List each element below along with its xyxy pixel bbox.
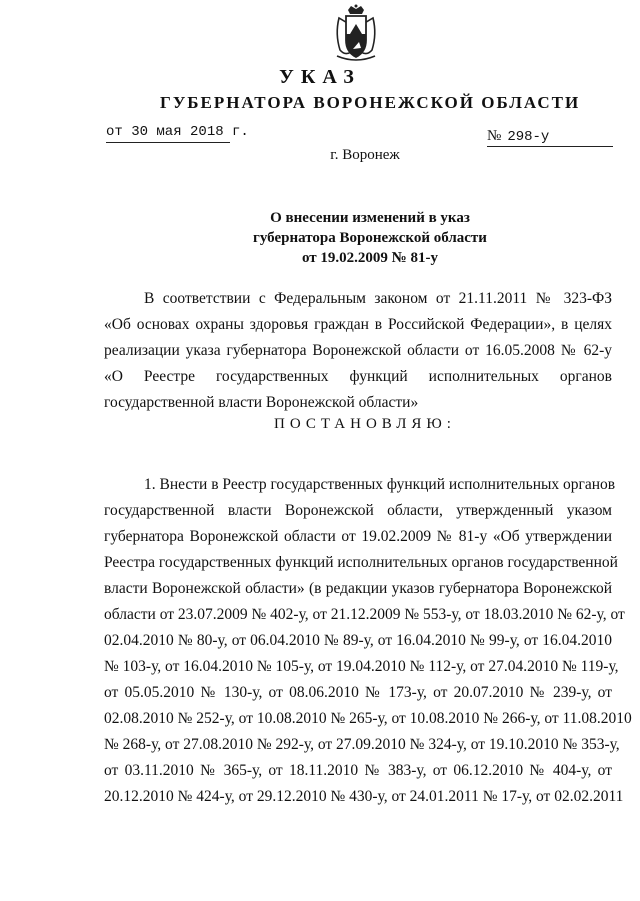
paragraph-line: 1. Внести в Реестр государственных функций исполнительных органов [144, 476, 616, 493]
item-1-paragraph [104, 472, 632, 810]
paragraph-line: государственной власти Воронежской области, утвержденный указом [104, 502, 612, 519]
subject-line: О внесении изменений в указ [270, 210, 470, 226]
paragraph-line: В соответствии с Федеральным законом от 21.11.2011 № 323-ФЗ [144, 290, 612, 307]
document-type-title: УКАЗ [279, 66, 361, 88]
paragraph-line: 20.12.2010 № 424-у, от 29.12.2010 № 430-у, от 24.01.2011 № 17-у, от 02.02.2011 [104, 788, 624, 805]
paragraph-line: области от 23.07.2009 № 402-у, от 21.12.2009 № 553-у, от 18.03.2010 № 62-у, от [104, 606, 625, 623]
paragraph-line: от 03.11.2010 № 365-у, от 18.11.2010 № 383-у, от 06.12.2010 № 404-у, от [104, 762, 612, 779]
number-value: 298-у [507, 129, 550, 145]
paragraph-line: государственной власти Воронежской области» [104, 394, 419, 411]
number-prefix: № [487, 128, 502, 144]
preamble-paragraph [104, 286, 612, 416]
decree-word: ПОСТАНОВЛЯЮ: [274, 416, 456, 432]
document-subject [220, 208, 520, 268]
paragraph-line: 02.04.2010 № 80-у, от 06.04.2010 № 89-у, от 16.04.2010 № 99-у, от 16.04.2010 [104, 632, 612, 649]
paragraph-line: от 05.05.2010 № 130-у, от 08.06.2010 № 173-у, от 20.07.2010 № 239-у, от [104, 684, 612, 701]
issuer-title: ГУБЕРНАТОРА ВОРОНЕЖСКОЙ ОБЛАСТИ [160, 93, 581, 112]
document-date [106, 124, 249, 143]
date-value: от 30 мая 2018 [106, 124, 224, 140]
paragraph-line: власти Воронежской области» (в редакции указов губернатора Воронежской [104, 580, 612, 597]
paragraph-line: 02.08.2010 № 252-у, от 10.08.2010 № 265-у, от 10.08.2010 № 266-у, от 11.08.2010 [104, 710, 632, 727]
paragraph-line: № 268-у, от 27.08.2010 № 292-у, от 27.09.2010 № 324-у, от 19.10.2010 № 353-у, [104, 736, 620, 753]
subject-line: от 19.02.2009 № 81-у [302, 250, 438, 266]
paragraph-line: губернатора Воронежской области от 19.02.2009 № 81-у «Об утверждении [104, 528, 612, 545]
document-number [487, 128, 613, 147]
subject-line: губернатора Воронежской области [253, 230, 487, 246]
paragraph-line: Реестра государственных функций исполнительных органов государственной [104, 554, 618, 571]
coat-of-arms-icon [331, 4, 381, 62]
city-label: г. Воронеж [330, 147, 400, 163]
paragraph-line: реализации указа губернатора Воронежской области от 16.05.2008 № 62-у [104, 342, 612, 359]
date-suffix: г. [232, 124, 249, 140]
paragraph-line: № 103-у, от 16.04.2010 № 105-у, от 19.04.2010 № 112-у, от 27.04.2010 № 119-у, [104, 658, 619, 675]
paragraph-line: «О Реестре государственных функций исполнительных органов [104, 368, 612, 385]
paragraph-line: «Об основах охраны здоровья граждан в Российской Федерации», в целях [104, 316, 612, 333]
